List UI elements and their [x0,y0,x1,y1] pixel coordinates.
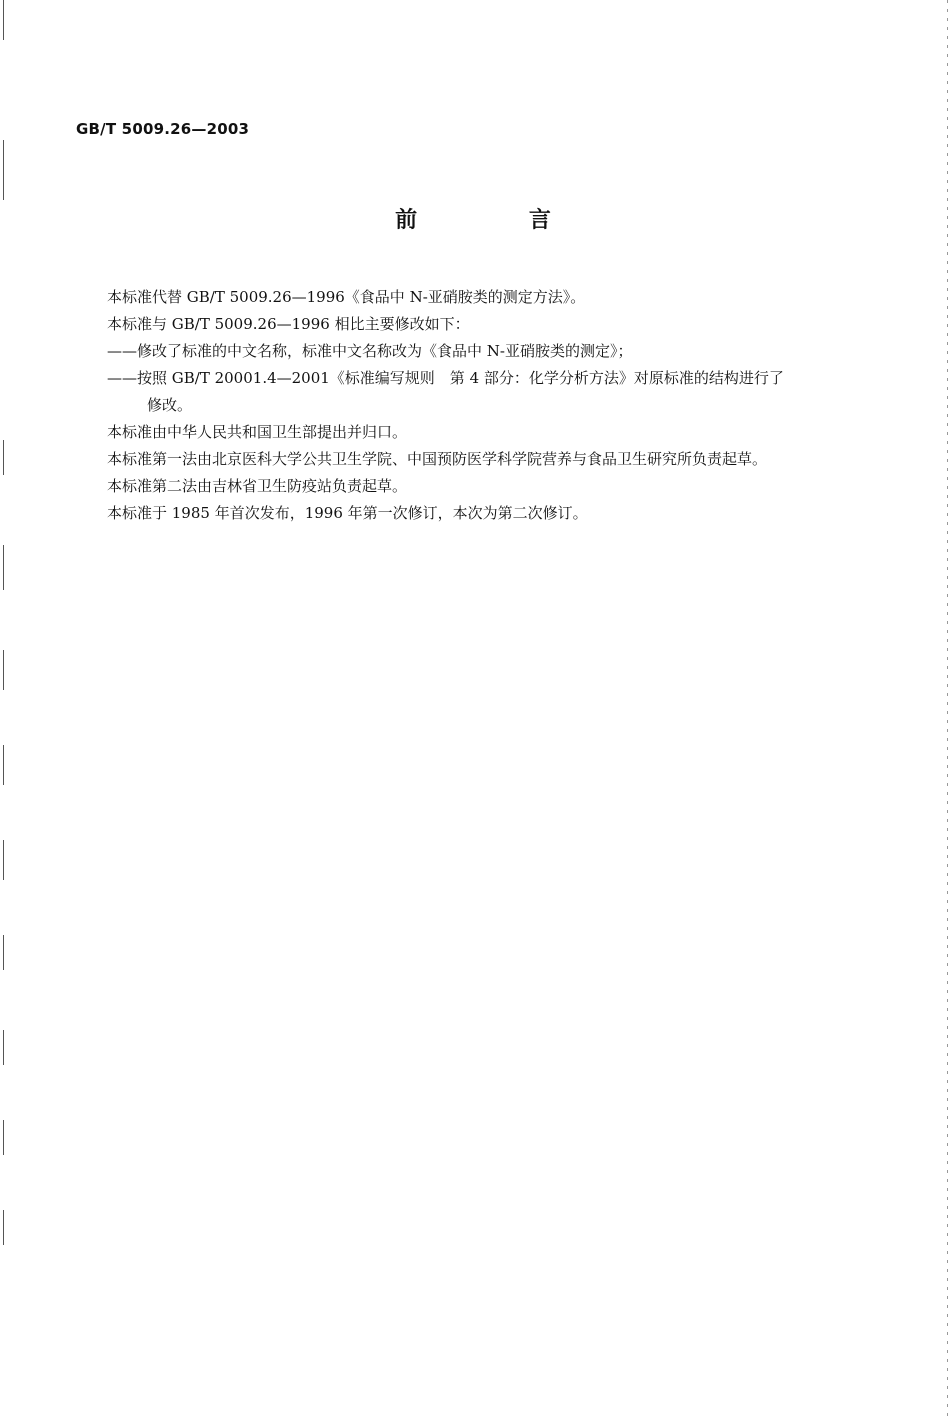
foreword-body [76,284,852,527]
scan-margin-line [3,545,4,590]
scan-margin-line [3,935,4,970]
paragraph-history: 本标准于 1985 年首次发布，1996 年第一次修订，本次为第二次修订。 [107,504,588,522]
scan-margin-line [3,745,4,785]
change-item-continuation: 修改。 [147,396,193,414]
scan-margin-line [3,0,4,40]
change-item-text: ——按照 GB/T 20001.4—2001《标准编写规则 第 4 部分：化学分析方法》对原标准的结构进行了 [107,369,784,387]
scan-margin-line [3,1210,4,1245]
change-item-text: ——修改了标准的中文名称，标准中文名称改为《食品中 N-亚硝胺类的测定》； [107,342,633,360]
scan-margin-line [3,440,4,475]
paragraph-method-one-drafter: 本标准第一法由北京医科大学公共卫生学院、中国预防医学科学院营养与食品卫生研究所负责起草。 [107,450,768,468]
scan-margin-line [3,650,4,690]
scan-margin-line [3,1030,4,1065]
change-item-name [76,338,852,365]
paragraph-proposer: 本标准由中华人民共和国卫生部提出并归口。 [107,423,408,441]
scan-margin-line [3,1120,4,1155]
paragraph-replaces: 本标准代替 GB/T 5009.26—1996《食品中 N-亚硝胺类的测定方法》。 [107,288,586,306]
standard-code: GB/T 5009.26—2003 [76,120,250,138]
scan-margin-line [3,840,4,880]
scan-margin-line [3,140,4,200]
paragraph-method-two-drafter: 本标准第二法由吉林省卫生防疫站负责起草。 [107,477,408,495]
paragraph-changes-intro: 本标准与 GB/T 5009.26—1996 相比主要修改如下： [107,315,470,333]
change-item-structure [76,365,852,419]
page-title: 前 言 [395,208,603,233]
